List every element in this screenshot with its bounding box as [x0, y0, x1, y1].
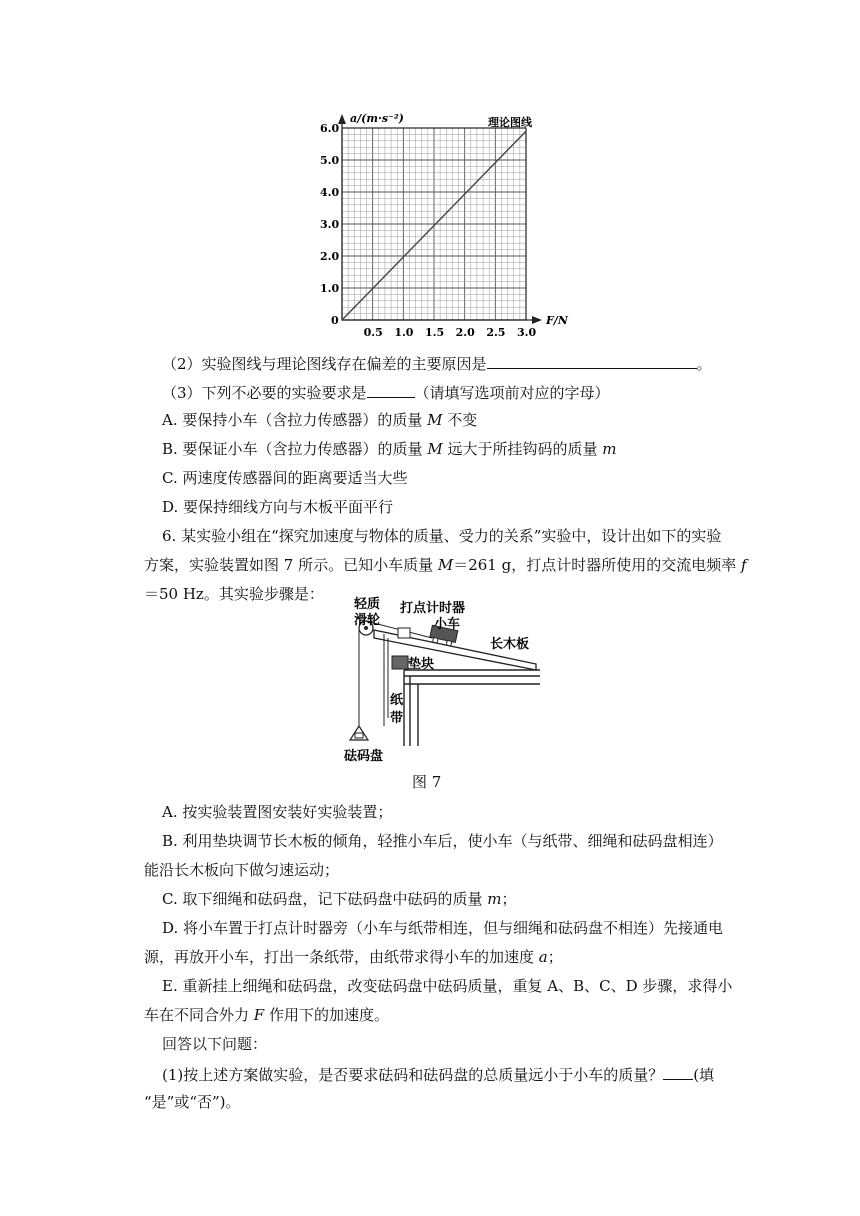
q6-line-2: 方案，实验装置如图 7 所示。已知小车质量 M＝261 g，打点计时器所使用的交流电频率 f	[144, 556, 747, 574]
svg-text:滑轮: 滑轮	[354, 613, 381, 628]
y-tick-label: 2.0	[320, 250, 340, 263]
q6-line-3: ＝50 Hz。其实验步骤是：	[144, 585, 324, 603]
answer-q1-line2: “是”或“否”)。	[144, 1093, 241, 1111]
x-tick-label: 2.0	[455, 326, 475, 339]
a-f-graph	[310, 108, 590, 339]
y-tick-label: 5.0	[320, 154, 340, 167]
y-tick-label: 4.0	[320, 186, 340, 199]
q2-blank[interactable]	[487, 352, 697, 369]
step-e-1: E. 重新挂上细绳和砝码盘，改变砝码盘中砝码质量，重复 A、B、C、D 步骤，求得小	[162, 977, 733, 995]
step-c: C. 取下细绳和砝码盘，记下砝码盘中砝码的质量 m；	[162, 890, 517, 908]
x-tick-label: 1.0	[394, 326, 414, 339]
svg-text:轻质: 轻质	[354, 597, 381, 612]
svg-text:带: 带	[390, 711, 404, 726]
table	[404, 670, 540, 746]
q3-option-d: D. 要保持细线方向与木板平面平行	[162, 498, 394, 516]
q3-option-c: C. 两速度传感器间的距离要适当大些	[162, 469, 408, 487]
y-tick-label: 6.0	[320, 122, 340, 135]
q3-blank[interactable]	[367, 381, 415, 398]
y-tick-label: 1.0	[320, 282, 340, 295]
step-b-1: B. 利用垫块调节长木板的倾角，轻推小车后，使小车（与纸带、细绳和砝码盘相连）	[162, 832, 723, 850]
series-label: 理论图线	[488, 116, 532, 129]
y-axis-label: a/(m·s⁻²)	[350, 112, 404, 125]
apparatus-figure	[344, 598, 546, 772]
x-tick-labels	[364, 326, 537, 339]
x-axis-arrow	[532, 316, 542, 324]
y-axis-arrow	[338, 114, 346, 124]
q3-option-b: B. 要保证小车（含拉力传感器）的质量 M 远大于所挂钩码的质量 m	[162, 440, 617, 458]
answer-intro: 回答以下问题：	[162, 1035, 268, 1053]
answer-q1-blank[interactable]	[663, 1063, 693, 1080]
svg-text:纸: 纸	[390, 693, 404, 708]
step-b-2: 能沿长木板向下做匀速运动；	[144, 861, 340, 879]
x-tick-label: 2.5	[486, 326, 506, 339]
x-tick-label: 0.5	[363, 326, 383, 339]
x-tick-label: 3.0	[517, 326, 537, 339]
svg-text:小车: 小车	[434, 617, 461, 632]
svg-text:垫块: 垫块	[408, 657, 435, 672]
figure-caption: 图 7	[412, 773, 442, 791]
step-a: A. 按实验装置图安装好实验装置；	[162, 803, 393, 821]
svg-text:砝码盘: 砝码盘	[344, 749, 384, 764]
answer-q1: (1)按上述方案做实验，是否要求砝码和砝码盘的总质量远小于小车的质量？ (填	[162, 1063, 714, 1085]
step-d-2: 源，再放开小车，打出一条纸带，由纸带求得小车的加速度 a；	[144, 948, 563, 966]
block	[392, 656, 408, 669]
origin-label: 0	[331, 314, 339, 327]
y-tick-label: 3.0	[320, 218, 340, 231]
timer	[398, 628, 410, 638]
x-axis-label: F/N	[546, 314, 568, 327]
y-tick-labels	[320, 122, 339, 295]
x-tick-label: 1.5	[425, 326, 445, 339]
svg-text:打点计时器: 打点计时器	[400, 601, 466, 616]
q2-line: （2）实验图线与理论图线存在偏差的主要原因是 。	[162, 352, 712, 374]
step-d-1: D. 将小车置于打点计时器旁（小车与纸带相连，但与细绳和砝码盘不相连）先接通电	[162, 919, 724, 937]
q3-option-a: A. 要保持小车（含拉力传感器）的质量 M 不变	[162, 411, 478, 429]
step-e-2: 车在不同合外力 F 作用下的加速度。	[144, 1006, 389, 1024]
q6-line-1: 6. 某实验小组在“探究加速度与物体的质量、受力的关系”实验中，设计出如下的实验	[162, 527, 722, 545]
svg-text:长木板: 长木板	[490, 637, 530, 652]
q3-line: （3）下列不必要的实验要求是 （请填写选项前对应的字母）	[162, 381, 610, 403]
